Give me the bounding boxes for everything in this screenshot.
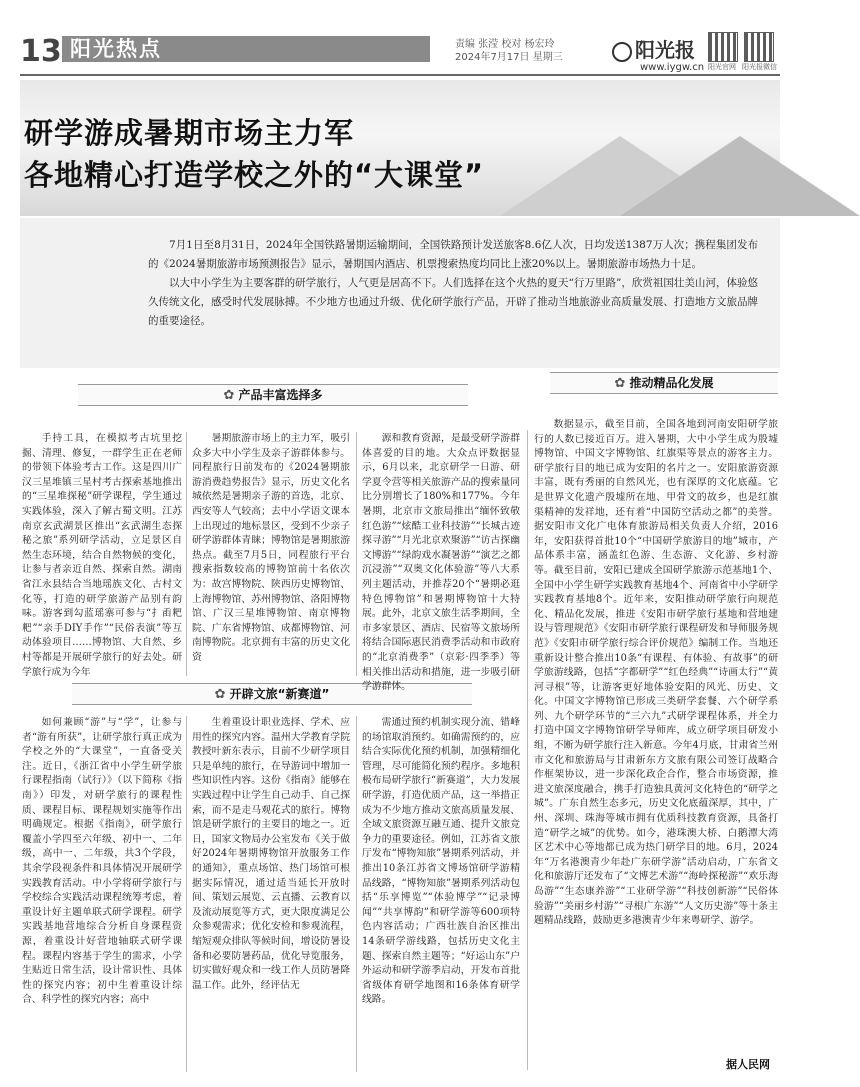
paragraph: 数据显示，截至目前，全国各地到河南安阳研学旅行的人数已接近百万。进入暑期，大中小学生成为殷墟博物馆、中国文字博物馆、红旗渠等景点的游客主力。研学旅行目的地已成为安阳的名片之一。安阳旅游资源丰富，既有秀丽的自然风光，也有深厚的文化底蕴。它是世界文化遗产殷墟所在地、甲骨文的故乡，也是红旗渠精神的发祥地，还有着“中国防空活动之都”的美誉。据安阳市文化广电体育旅游局相关负责人介绍，2016年，安阳获得首批10个“中国研学旅游目的地”城市，产品体系丰富，涵盖红色游、生态游、文化游、乡村游等。截至目前，安阳已建成全国研学旅游示范基地1个、全国中小学生研学实践教育基地4个、河南省中小学研学实践教育基地8个。近年来，安阳推动研学旅行向规范化、精品化发展，推进《安阳市研学旅行基地和营地建设与管理规范》《安阳市研学旅行课程研发和导师服务规范》《安阳市研学旅行综合评价规范》编制工作。当地还重新设计整合推出10条“有课程、有体验、有故事”的研学旅游线路，包括“字都研学”“红色经典”“诗画太行”“黄河寻根”等，让游客更好地体验安阳的风光、历史、文化。中国文字博物馆已形成三类研学套餐、六个研学系列、九个研学环节的“三六九”式研学课程体系，并全力打造中国文字博物馆研学导师库，成立研学项目研发小组，不断为研学旅行注入新意。今年4月底，甘肃省兰州市文化和旅游局与甘肃新东方文旅有限公司签订战略合作框架协议，进一步深化政企合作，整合市场资源，推进文旅深度融合，携手打造独具黄河文化特色的“研学之城”。广东自然生态多元，历史文化底蕴深厚，其中，广州、深圳、珠海等城市拥有优质科技教育资源，具备打造“研学之城”的优势。如今，港珠澳大桥、白鹅潭大湾区艺术中心等地都已成为热门研学目的地。6月，2024年“万名港澳青少年赴广东研学游”活动启动，广东省文化和旅游厅还发布了“文博艺术游”“海岭探秘游”“欢乐海岛游”“生态康养游”“工业研学游”“科技创新游”“民俗体验游”“美丽乡村游”“寻根广东游”“人文历史游”等十条主题精品线路，鼓励更多港澳青少年来粤研学、游学。: [534, 419, 778, 927]
headline-line2: 各地精心打造学校之外的“大课堂”: [24, 158, 485, 192]
column-divider: [356, 716, 357, 1072]
article-column-right: [534, 418, 778, 1054]
flower-icon: ✿: [614, 376, 626, 391]
lead-text: [148, 236, 758, 331]
subhead-products: [78, 384, 468, 406]
headline-line1: 研学游成暑期市场主力军: [24, 116, 355, 150]
paragraph: 手持工具，在模拟考古坑里挖掘、清理、修复，一群学生正在老师的带领下体验考古工作。这是四川广汉三星堆镇三星村考古探索基地推出的“三星堆探秘”研学课程，学生通过实践体验，深入了解古蜀文明。江苏南京玄武湖景区推出“玄武湖生态探秘之旅”系列研学活动，立足景区自然生态环境，结合自然物候的变化，让参与者亲近自然、探索自然。湖南省江永县结合当地瑶族文化、古村文化等，打造的研学旅游产品别有韵味。游客到勾蓝瑶寨可参与“扌臿粑粑”“亲手DIY手作”“民俗表演”等互动体验项目……博物馆、大自然、乡村等都是开展研学旅行的好去处。研学旅行成为今年: [22, 433, 182, 678]
date-line: 2024年7月17日 星期三: [455, 52, 563, 63]
flower-icon: ✿: [223, 388, 235, 403]
sun-icon: [612, 42, 632, 62]
column-divider: [527, 430, 528, 1070]
editors-line: 责编 张滢 校对 杨宏玲: [455, 39, 555, 50]
page-number: 13: [20, 34, 62, 69]
article-column: [192, 432, 350, 676]
paragraph: 源和教育资源，是最受研学游群体喜爱的目的地。大众点评数据显示，6月以来，北京研学一日游、研学夏令营等相关旅游产品的搜索量同比分别增长了180%和177%。今年暑期，北京市文旅局推出“缅怀致敬红色游”“炫酷工业科技游”“长城古迹探寻游”“月光北京欢聚游”“访古探幽文博游”“绿韵戏水凝暑游”“演艺之都沉浸游”“双奥文化体验游”等八大系列主题活动，并推荐20个“暑期必逛特色博物馆”和暑期博物馆十大特展。此外，北京文旅生活季期间，全市多家景区、酒店、民宿等文旅场所将结合国际惠民消费季活动和市政府的“北京消费季”（京彩·四季季）等相关推出活动和措施，进一步吸引研学游群体。: [362, 433, 520, 693]
source-credit: 据人民网: [726, 1058, 770, 1071]
paragraph: 生着重设计职业选择、学术、应用性的探究内容。温州大学教育学院教授叶新东表示，目前不少研学项目只是单纯的旅行，在导游词中增加一些知识性内容。这份《指南》能够在实践过程中让学生自己动手、自己探索，而不是走马观花式的旅行。博物馆是研学旅行的主要目的地之一。近日，国家文物局办公室发布《关于做好2024年暑期博物馆开放服务工作的通知》，重点场馆、热门场馆可根据实际情况，通过适当延长开放时间、策划云展览、云直播、云教育以及流动展览等方式，更大限度满足公众参观需求；优化安检和参观流程，缩短观众排队等候时间，增设防暑设备和必要防暑药品，优化导览服务，切实做好观众和一线工作人员防暑降温工作。此外，经评估无: [192, 717, 350, 991]
logo-text: 阳光报: [635, 38, 695, 62]
subhead-quality: [550, 372, 778, 394]
paragraph: 如何兼顾“游”与“学”，让参与者“游有所获”，让研学旅行真正成为学校之外的“大课堂”，一直备受关注。近日，《浙江省中小学生研学旅行课程指南（试行）》（以下简称《指南》）印发，对研学旅行的课程性质、课程目标、课程规划实施等作出明确规定。根据《指南》，研学旅行覆盖小学四至六年级、初中一、二年级，高中一、二年级，共3个学段，其余学段视条件和具体情况开展研学实践教育活动。中小学将研学旅行与学校综合实践活动课程统筹考虑，着重设计好主题单联式研学课程。研学实践基地营地综合分析自身课程资源，着重设计好营地轴联式研学课程。课程内容基于学生的需求，小学生贴近日常生活，设计常识性、具体性的探究内容；初中生着重设计综合、科学性的探究内容；高中: [22, 717, 182, 1006]
column-divider: [186, 716, 187, 1072]
column-divider: [356, 432, 357, 676]
column-divider: [186, 432, 187, 676]
qr1-label: 阳光官网: [708, 63, 736, 71]
lead-paragraph-1: 7月1日至8月31日，2024年全国铁路暑期运输期间，全国铁路预计发送旅客8.6亿人次，日均发送1387万人次；携程集团发布的《2024暑期旅游市场预测报告》显示，暑期国内酒店、机票搜索热度均同比上涨20%以上。暑期旅游市场热力十足。: [148, 239, 758, 270]
article-column: [362, 432, 520, 693]
article-column: [362, 716, 520, 1072]
qr-code-icon[interactable]: [708, 32, 738, 62]
headline: [24, 112, 584, 196]
lead-paragraph-2: 以大中小学生为主要客群的研学旅行，人气更是居高不下。人们选择在这个火热的夏天“行万里路”，欣赏祖国壮美山河，体验悠久传统文化，感受时代发展脉搏。不少地方也通过升级、优化研学旅行产品，开辟了推动当地旅游业高质量发展、打造地方文旅品牌的重要途径。: [148, 277, 758, 327]
subhead-quality-text: 推动精品化发展: [629, 376, 714, 390]
editors-info: [455, 38, 563, 64]
website-url[interactable]: www.iygw.cn: [640, 62, 705, 73]
section-title: 阳光热点: [62, 36, 430, 62]
flower-icon: ✿: [214, 687, 226, 702]
paragraph: 暑期旅游市场上的主力军，吸引众多大中小学生及亲子游群体参与。同程旅行日前发布的《2024暑期旅游消费趋势报告》显示，历史文化名城依然是暑期亲子游的首选，北京、西安等人气较高；去中小学语文课本上出现过的地标景区，受到不少亲子研学游群体青睐；博物馆是暑期旅游热点。截至7月5日，同程旅行平台搜索指数较高的博物馆前十名依次为：故宫博物院、陕西历史博物馆、上海博物馆、苏州博物馆、洛阳博物馆、广汉三星堆博物馆、南京博物院、广东省博物馆、成都博物馆、河南博物院。北京拥有丰富的历史文化资: [192, 433, 350, 663]
article-column: [22, 716, 182, 1072]
subhead-new-track-text: 开辟文旅“新赛道”: [229, 687, 330, 701]
qr-code-icon[interactable]: [744, 32, 774, 62]
article-column: [192, 716, 350, 1072]
newspaper-logo: [612, 34, 695, 63]
header-divider: [20, 74, 780, 76]
subhead-products-text: 产品丰富选择多: [238, 388, 323, 402]
paragraph: 需通过预约机制实现分流、错峰的场馆取消预约。如确需预约的，应结合实际优化预约机制，加强精细化管理，尽可能简化预约程序。多地积极布局研学旅行“新赛道”，大力发展研学游，打造优质产品，这一举措正成为不少地方推动文旅高质量发展、全域文旅资源互融互通、提升文旅竞争力的重要途径。例如，江苏省文旅厅发布“博物知旅”暑期系列活动，并推出10条江苏省文博场馆研学游精品线路，“博物知旅”暑期系列活动包括“乐享博览”“体验博学”“记录博闻”“共享博韵”和研学游等600项特色内容活动；广西壮族自治区推出14条研学游线路，包括历史文化主题、探索自然主题等；“好运山东”户外运动和研学游季启动，开发布首批省级体育研学地图和16条体育研学线路。: [362, 717, 520, 1006]
article-column: [22, 432, 182, 676]
qr2-label: 阳光报微信: [742, 63, 777, 71]
